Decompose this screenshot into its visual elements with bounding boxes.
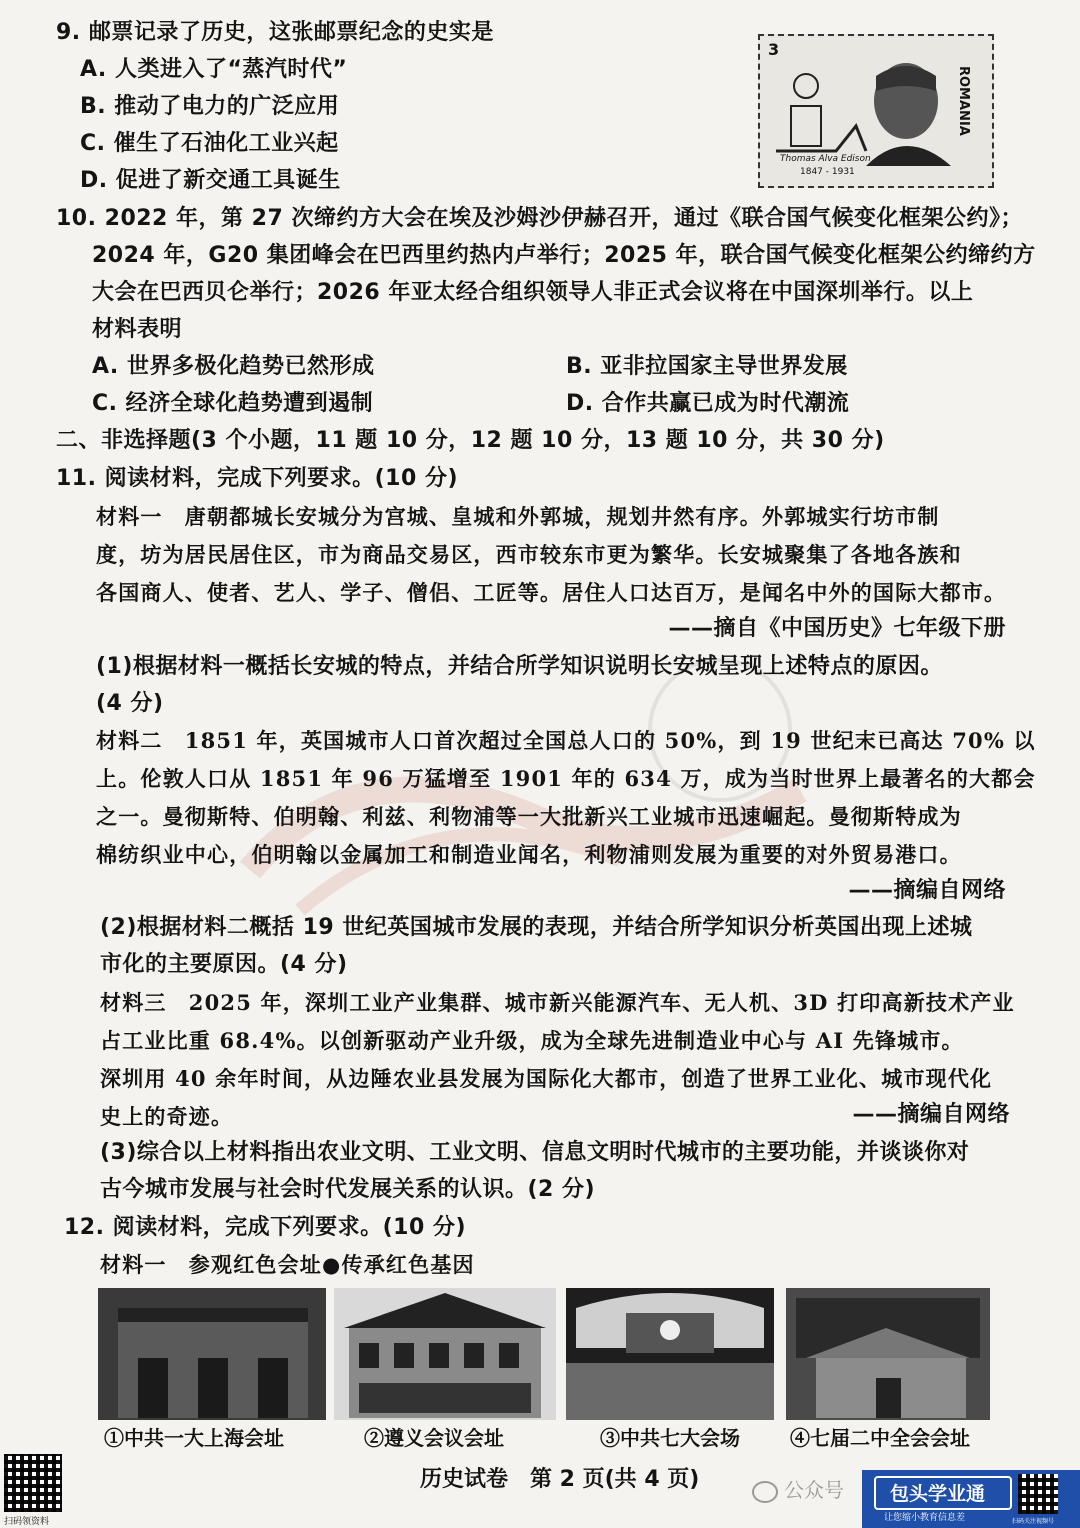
qr-right-caption: 扫码关注视频号 (1012, 1518, 1055, 1525)
q11-title: 11. 阅读材料，完成下列要求。(10 分) (56, 466, 459, 491)
q9-stem: 9. 邮票记录了历史，这张邮票纪念的史实是 (56, 20, 494, 45)
brand-banner[interactable] (862, 1470, 1080, 1528)
photo-second-plenary-site (786, 1288, 990, 1420)
q11-question-1-line-2: (4 分) (96, 691, 164, 716)
q10-line-3: 大会在巴西贝仑举行；2026 年亚太经合组织领导人非正式会议将在中国深圳举行。以上 (92, 280, 974, 305)
q11-question-2-line-1: (2)根据材料二概括 19 世纪英国城市发展的表现，并结合所学知识分析英国出现上述城 (100, 915, 973, 940)
q11-material-3-line-3: 深圳用 40 余年时间，从边陲农业县发展为国际化大都市，创造了世界工业化、城市现代化 (100, 1066, 993, 1091)
caption-zunyi-site: ②遵义会议会址 (364, 1426, 504, 1450)
q11-material-3-line-2: 占工业比重 68.4%。以创新驱动产业升级，成为全球先进制造业中心与 AI 先锋城市。 (100, 1028, 964, 1053)
q9-option-d: D. 促进了新交通工具诞生 (80, 168, 341, 193)
q9-option-c: C. 催生了石油化工业兴起 (80, 131, 339, 156)
caption-second-plenary-site: ④七届二中全会会址 (790, 1426, 970, 1450)
q11-material-2-line-4: 棉纺织业中心，伯明翰以金属加工和制造业闻名，利物浦则发展为重要的对外贸易港口。 (96, 842, 962, 867)
photo-zunyi-site (334, 1288, 556, 1420)
q9-option-a: A. 人类进入了“蒸汽时代” (80, 57, 348, 82)
q11-material-3-source: ——摘编自网络 (852, 1102, 1010, 1127)
photo-shanghai-site (98, 1288, 326, 1420)
q11-question-2-line-2: 市化的主要原因。(4 分) (100, 952, 348, 977)
qr-code-left (4, 1454, 62, 1512)
q11-material-3-line-1: 材料三 2025 年，深圳工业产业集群、城市新兴能源汽车、无人机、3D 打印高新技术产业 (100, 990, 1015, 1015)
caption-seventh-congress-hall: ③中共七大会场 (600, 1426, 740, 1450)
q11-question-3-line-1: (3)综合以上材料指出农业文明、工业文明、信息文明时代城市的主要功能，并谈谈你对 (100, 1140, 970, 1165)
stamp-country: ROMANIA (956, 66, 971, 136)
q11-material-1-source: ——摘自《中国历史》七年级下册 (668, 616, 1006, 641)
q12-material-1-title: 材料一 参观红色会址●传承红色基因 (100, 1252, 475, 1277)
caption-shanghai-site: ①中共一大上海会址 (104, 1426, 284, 1450)
q11-question-3-line-2: 古今城市发展与社会时代发展关系的认识。(2 分) (100, 1177, 596, 1202)
brand-slogan: 让您缩小教育信息差 (884, 1513, 966, 1523)
q11-material-1-line-2: 度，坊为居民居住区，市为商品交易区，西市较东市更为繁华。长安城聚集了各地各族和 (96, 542, 962, 567)
q11-question-1-line-1: (1)根据材料一概括长安城的特点，并结合所学知识说明长安城呈现上述特点的原因。 (96, 654, 943, 679)
q11-material-2-line-1: 材料二 1851 年，英国城市人口首次超过全国总人口的 50%，到 19 世纪末已高达 70% 以 (96, 728, 1036, 753)
wechat-label (752, 1474, 844, 1503)
stamp-illustration (766, 56, 956, 166)
stamp-caption-years: 1847 - 1931 (800, 167, 855, 177)
q10-option-c: C. 经济全球化趋势遭到遏制 (92, 391, 374, 416)
stamp-caption-name: Thomas Alva Edison (780, 154, 871, 164)
qr-code-right (1018, 1474, 1058, 1514)
q10-line-4: 材料表明 (92, 317, 183, 342)
photo-seventh-congress-hall (566, 1288, 774, 1420)
q12-title: 12. 阅读材料，完成下列要求。(10 分) (64, 1215, 467, 1240)
section-2-heading: 二、非选择题(3 个小题，11 题 10 分，12 题 10 分，13 题 10 分，共 30 分) (56, 428, 885, 453)
q10-option-a: A. 世界多极化趋势已然形成 (92, 354, 375, 379)
q11-material-3-line-4: 史上的奇迹。 (100, 1104, 234, 1129)
qr-left-caption: 扫码领资料 (4, 1517, 50, 1527)
brand-name: 包头学业通 (890, 1483, 986, 1505)
q10-option-d: D. 合作共赢已成为时代潮流 (566, 391, 850, 416)
q11-material-1-line-3: 各国商人、使者、艺人、学子、僧侣、工匠等。居住人口达百万，是闻名中外的国际大都市。 (96, 580, 1007, 605)
wechat-text: 公众号 (784, 1478, 844, 1502)
q11-material-2-source: ——摘编自网络 (848, 878, 1006, 903)
q10-line-1: 10. 2022 年，第 27 次缔约方大会在埃及沙姆沙伊赫召开，通过《联合国气候变化框架公约》； (56, 206, 1023, 231)
q11-material-2-line-2: 上。伦敦人口从 1851 年 96 万猛增至 1901 年的 634 万，成为当时世界上最著名的大都会 (96, 766, 1036, 791)
q11-material-2-line-3: 之一。曼彻斯特、伯明翰、利兹、利物浦等一大批新兴工业城市迅速崛起。曼彻斯特成为 (96, 804, 962, 829)
q10-option-b: B. 亚非拉国家主导世界发展 (566, 354, 848, 379)
q9-option-b: B. 推动了电力的广泛应用 (80, 94, 340, 119)
q11-material-1-line-1: 材料一 唐朝都城长安城分为宫城、皇城和外郭城，规划井然有序。外郭城实行坊市制 (96, 504, 940, 529)
wechat-icon (752, 1481, 778, 1503)
q10-line-2: 2024 年，G20 集团峰会在巴西里约热内卢举行；2025 年，联合国气候变化框架公约缔约方 (92, 243, 1036, 268)
stamp-value: 3 (768, 40, 780, 59)
page-footer: 历史试卷 第 2 页(共 4 页) (420, 1467, 700, 1492)
edison-stamp (758, 34, 994, 188)
